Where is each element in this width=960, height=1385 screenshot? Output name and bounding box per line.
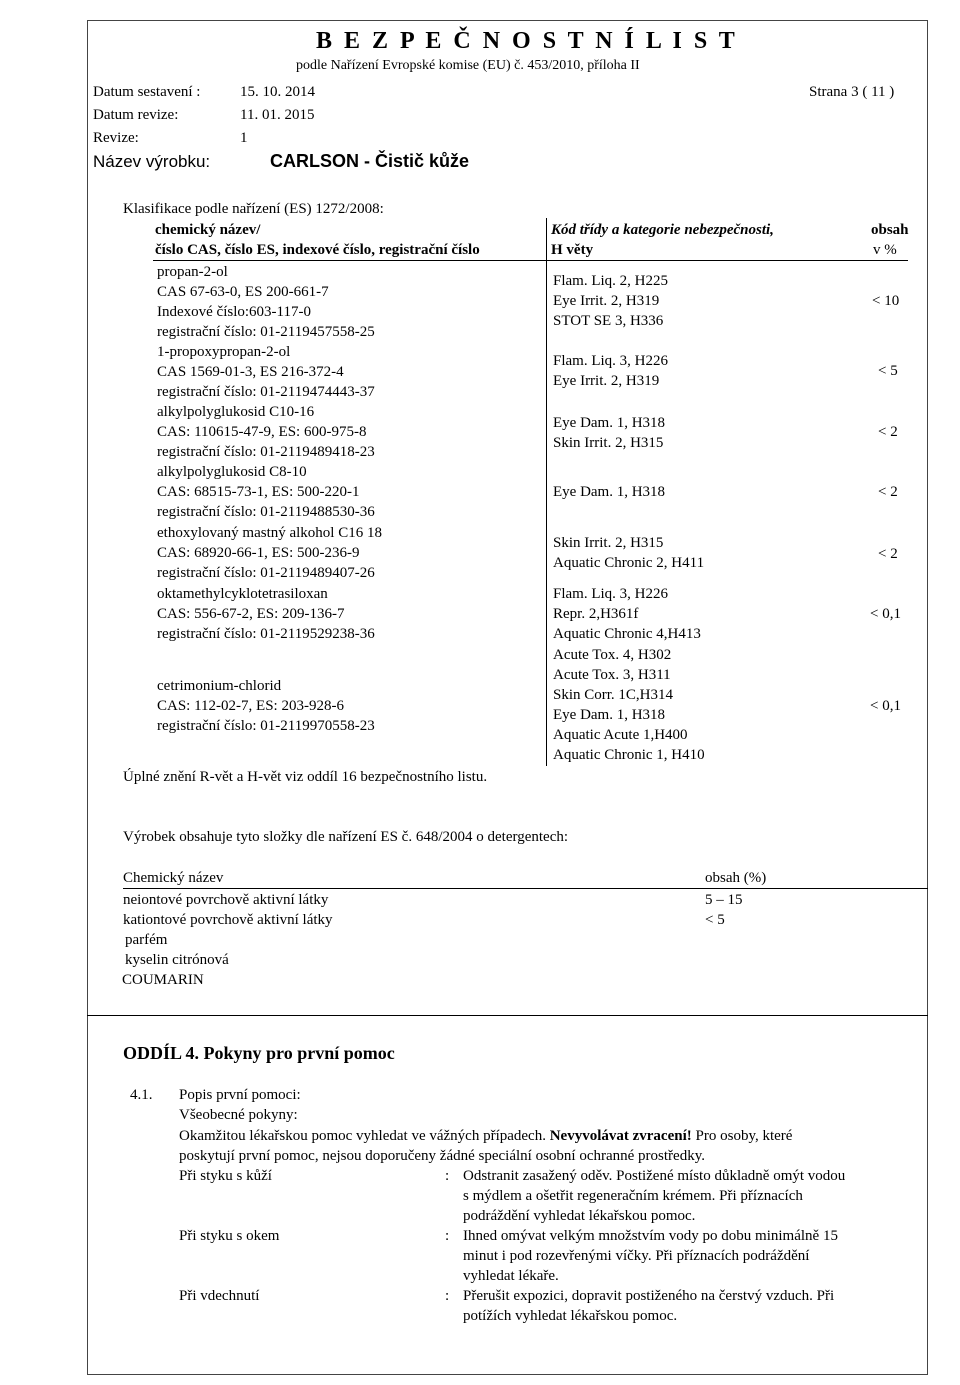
col1-header-2: číslo CAS, číslo ES, indexové číslo, registrační číslo xyxy=(155,242,480,258)
instruction-line: Přerušit expozici, dopravit postiženého na čerstvý vzduch. Při xyxy=(463,1288,835,1304)
general-text-1: Okamžitou lékařskou pomoc vyhledat ve vážných případech. xyxy=(179,1128,550,1144)
no-vomiting-warning: Nevyvolávat zvracení! xyxy=(549,1128,692,1144)
hazard-cell xyxy=(553,645,705,765)
colon: : xyxy=(445,1168,450,1184)
substance-name: oktamethylcyklotetrasiloxan xyxy=(157,586,328,602)
hazard-line: Skin Irrit. 2, H315 xyxy=(553,435,664,451)
classification-intro: Klasifikace podle nařízení (ES) 1272/2008: xyxy=(123,201,384,217)
classification-footnote: Úplné znění R-vět a H-vět viz oddíl 16 bezpečnostního listu. xyxy=(123,769,488,785)
section-separator xyxy=(87,1015,928,1016)
substance-reg: registrační číslo: 01-2119488530-36 xyxy=(157,504,375,520)
col2-header-2: H věty xyxy=(551,242,594,258)
substance-cas: CAS: 556-67-2, ES: 209-136-7 xyxy=(157,606,345,622)
substance-name: alkylpolyglukosid C8-10 xyxy=(157,464,307,480)
instruction-line: Odstranit zasažený oděv. Postižené místo důkladně omýt vodou xyxy=(463,1168,846,1184)
substance-cas: CAS: 68515-73-1, ES: 500-220-1 xyxy=(157,484,360,500)
instruction-line: potížích vyhledat lékařskou pomoc. xyxy=(463,1308,678,1324)
substance-cas: CAS: 68920-66-1, ES: 500-236-9 xyxy=(157,545,360,561)
substance-reg: registrační číslo: 01-2119970558-23 xyxy=(157,718,375,734)
instruction-line: podráždění vyhledat lékařskou pomoc. xyxy=(463,1208,696,1224)
table-row xyxy=(157,262,375,342)
page-number: Strana 3 ( 11 ) xyxy=(809,84,895,100)
content-value: < 2 xyxy=(878,546,898,562)
detergents-col2-header: obsah (%) xyxy=(705,870,767,886)
table-row xyxy=(157,584,375,644)
col1-header-1: chemický název/ xyxy=(155,222,261,238)
general-text-2: Pro osoby, které xyxy=(691,1128,793,1144)
general-label: Všeobecné pokyny: xyxy=(179,1107,298,1123)
eye-instructions xyxy=(463,1226,838,1286)
document-subtitle: podle Nařízení Evropské komise (EU) č. 453/2010, příloha II xyxy=(296,58,640,73)
hazard-line: Repr. 2,H361f xyxy=(553,606,639,622)
substance-reg: registrační číslo: 01-2119457558-25 xyxy=(157,324,375,340)
substance-name: cetrimonium-chlorid xyxy=(157,678,282,694)
section-title: ODDÍL 4. Pokyny pro první pomoc xyxy=(123,1043,395,1063)
datum-revize-label: Datum revize: xyxy=(93,107,179,123)
content-value: < 2 xyxy=(878,484,898,500)
detergent-row-name: kationtové povrchově aktivní látky xyxy=(123,912,333,928)
skin-label: Při styku s kůží xyxy=(179,1168,272,1184)
colon: : xyxy=(445,1228,450,1244)
substance-cas: CAS: 112-02-7, ES: 203-928-6 xyxy=(157,698,344,714)
hazard-cell xyxy=(553,271,668,331)
hazard-cell xyxy=(553,413,665,453)
substance-reg: registrační číslo: 01-2119489418-23 xyxy=(157,444,375,460)
content-value: < 10 xyxy=(872,293,900,309)
subsection-title: Popis první pomoci: xyxy=(179,1087,301,1103)
instruction-line: vyhledat lékaře. xyxy=(463,1268,559,1284)
general-instructions-2: poskytují první pomoc, nejsou doporučeny žádné speciální osobní ochranné prostředky. xyxy=(179,1148,705,1164)
detergents-col1-header: Chemický název xyxy=(123,870,224,886)
hazard-line: Eye Dam. 1, H318 xyxy=(553,707,666,723)
table-row xyxy=(157,402,375,462)
hazard-line: Flam. Liq. 3, H226 xyxy=(553,586,668,602)
hazard-cell xyxy=(553,533,704,573)
hazard-line: Skin Corr. 1C,H314 xyxy=(553,687,674,703)
content-value: < 5 xyxy=(878,363,898,379)
subsection-number: 4.1. xyxy=(130,1087,153,1103)
substance-cas: CAS 67-63-0, ES 200-661-7 xyxy=(157,284,329,300)
hazard-cell xyxy=(553,351,668,391)
hazard-line: Flam. Liq. 3, H226 xyxy=(553,353,668,369)
hazard-line: Flam. Liq. 2, H225 xyxy=(553,273,668,289)
datum-sestaveni-value: 15. 10. 2014 xyxy=(240,84,315,100)
column-divider xyxy=(546,218,547,766)
instruction-line: s mýdlem a ošetřit regeneračním krémem. Při příznacích xyxy=(463,1188,803,1204)
detergent-row-value: 5 – 15 xyxy=(705,892,743,908)
table-header-rule xyxy=(153,260,908,261)
content-value: < 2 xyxy=(878,424,898,440)
col3-header-1: obsah xyxy=(871,222,909,238)
detergent-row-name: parfém xyxy=(125,932,168,948)
eye-label: Při styku s okem xyxy=(179,1228,280,1244)
detergents-intro: Výrobek obsahuje tyto složky dle nařízení ES č. 648/2004 o detergentech: xyxy=(123,829,569,845)
hazard-cell xyxy=(553,482,665,502)
col3-header-2: v % xyxy=(873,242,897,258)
instruction-line: minut i pod rozevřenými víčky. Při příznacích podráždění xyxy=(463,1248,810,1264)
datum-revize-value: 11. 01. 2015 xyxy=(240,107,315,123)
detergent-row-name: neiontové povrchově aktivní látky xyxy=(123,892,329,908)
substance-cas: CAS 1569-01-3, ES 216-372-4 xyxy=(157,364,344,380)
hazard-line: Skin Irrit. 2, H315 xyxy=(553,535,664,551)
revize-label: Revize: xyxy=(93,130,139,146)
hazard-line: Aquatic Chronic 2, H411 xyxy=(553,555,705,571)
hazard-line: Eye Irrit. 2, H319 xyxy=(553,293,660,309)
detergents-header-rule xyxy=(123,888,928,889)
detergent-row-name: kyselin citrónová xyxy=(125,952,229,968)
product-name-value: CARLSON - Čistič kůže xyxy=(270,151,470,171)
general-instructions xyxy=(179,1126,792,1146)
substance-reg: registrační číslo: 01-2119489407-26 xyxy=(157,565,375,581)
hazard-cell xyxy=(553,584,701,644)
substance-name: propan-2-ol xyxy=(157,264,228,280)
substance-name: 1-propoxypropan-2-ol xyxy=(157,344,291,360)
hazard-line: Acute Tox. 4, H302 xyxy=(553,647,672,663)
table-row xyxy=(157,676,375,736)
substance-reg: registrační číslo: 01-2119474443-37 xyxy=(157,384,375,400)
datum-sestaveni-label: Datum sestavení : xyxy=(93,84,201,100)
hazard-line: Acute Tox. 3, H311 xyxy=(553,667,671,683)
inhalation-label: Při vdechnutí xyxy=(179,1288,260,1304)
substance-reg: registrační číslo: 01-2119529238-36 xyxy=(157,626,375,642)
document-title: B E Z P E Č N O S T N Í L I S T xyxy=(316,28,738,54)
hazard-line: Aquatic Chronic 4,H413 xyxy=(553,626,701,642)
hazard-line: Aquatic Acute 1,H400 xyxy=(553,727,688,743)
revize-value: 1 xyxy=(240,130,248,146)
col2-header-1: Kód třídy a kategorie nebezpečnosti, xyxy=(551,222,774,238)
hazard-line: STOT SE 3, H336 xyxy=(553,313,664,329)
substance-name: ethoxylovaný mastný alkohol C16 18 xyxy=(157,525,382,541)
detergent-row-name: COUMARIN xyxy=(122,972,204,988)
substance-name: alkylpolyglukosid C10-16 xyxy=(157,404,315,420)
inhalation-instructions xyxy=(463,1286,834,1326)
substance-cas: CAS: 110615-47-9, ES: 600-975-8 xyxy=(157,424,367,440)
hazard-line: Eye Irrit. 2, H319 xyxy=(553,373,660,389)
hazard-line: Aquatic Chronic 1, H410 xyxy=(553,747,705,763)
hazard-line: Eye Dam. 1, H318 xyxy=(553,484,666,500)
table-row xyxy=(157,523,382,583)
instruction-line: Ihned omývat velkým množstvím vody po dobu minimálně 15 xyxy=(463,1228,838,1244)
skin-instructions xyxy=(463,1166,845,1226)
hazard-line: Eye Dam. 1, H318 xyxy=(553,415,666,431)
table-row xyxy=(157,462,375,522)
content-value: < 0,1 xyxy=(870,606,901,622)
content-value: < 0,1 xyxy=(870,698,901,714)
colon: : xyxy=(445,1288,450,1304)
detergent-row-value: < 5 xyxy=(705,912,725,928)
substance-index: Indexové číslo:603-117-0 xyxy=(157,304,311,320)
table-row xyxy=(157,342,375,402)
product-name-label: Název výrobku: xyxy=(93,152,211,171)
